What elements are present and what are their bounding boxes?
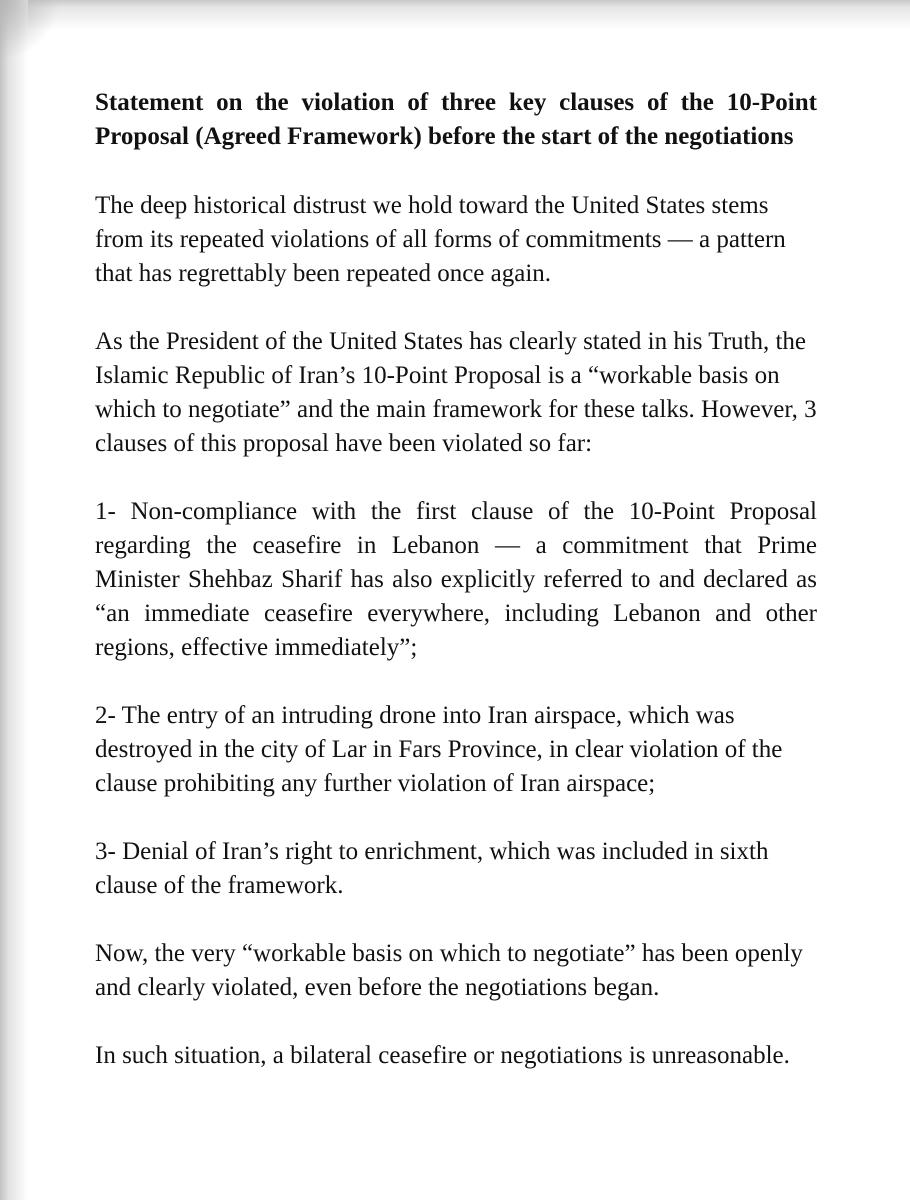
paragraph-distrust: The deep historical distrust we hold toward the United States stems from its repeated violations of all forms of commitments — a pattern that has regrettably been repeated once again.: [95, 192, 786, 287]
paragraph-violated: Now, the very “workable basis on which to negotiate” has been openly and clearly violated, even before the negotiations began.: [95, 940, 803, 1001]
scan-shadow-corner: [0, 0, 60, 60]
clause-1-lebanon: 1- Non-compliance with the first clause of the 10-Point Proposal regarding the ceasefire in Lebanon — a commitment that Prime Minister Shehbaz Sharif has also explicitly referred to and declared as “an immediate ceasefire everywhere, including Lebanon and other regions, effective immediately”;: [95, 498, 817, 661]
document-body: [95, 86, 817, 1107]
statement-title: Statement on the violation of three key clauses of the 10-Point Proposal (Agreed Framework) before the start of the negotiations: [95, 89, 817, 150]
clause-2-airspace: 2- The entry of an intruding drone into Iran airspace, which was destroyed in the city of Lar in Fars Province, in clear violation of the clause prohibiting any further violation of Iran airspace;: [95, 702, 783, 797]
paragraph-framework: As the President of the United States has clearly stated in his Truth, the Islamic Republic of Iran’s 10-Point Proposal is a “workable basis on which to negotiate” and the main framework for these talks. However, 3 clauses of this proposal have been violated so far:: [95, 328, 817, 457]
clause-3-enrichment: 3- Denial of Iran’s right to enrichment, which was included in sixth clause of the framework.: [95, 838, 769, 899]
scan-shadow-left: [0, 0, 28, 1200]
paragraph-conclusion: In such situation, a bilateral ceasefire or negotiations is unreasonable.: [95, 1042, 790, 1069]
scan-shadow-top: [0, 0, 910, 30]
